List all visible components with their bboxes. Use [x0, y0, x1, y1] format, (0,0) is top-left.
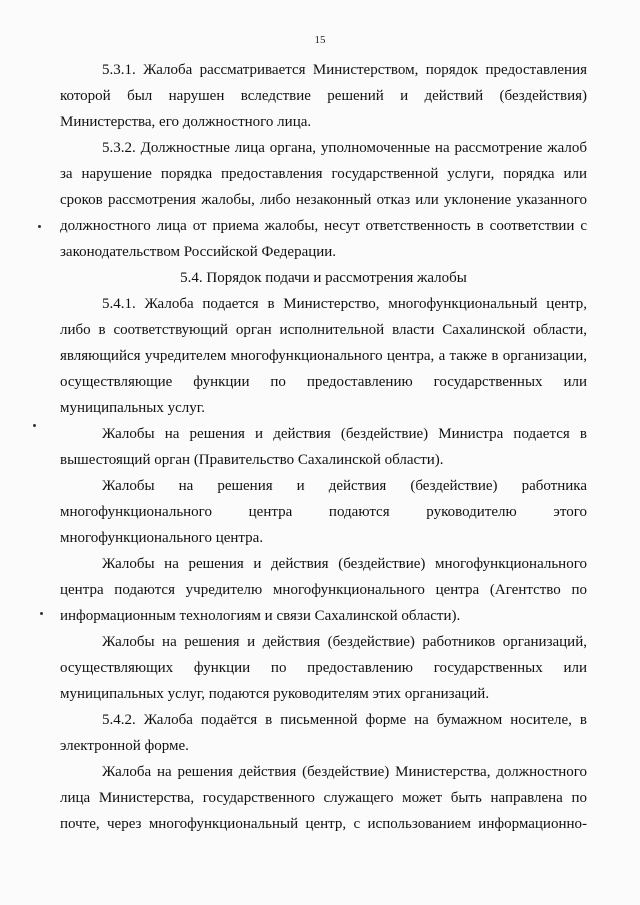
text-line: Жалоба на решения действия (бездействие) Министерства, должностного [102, 764, 587, 780]
scan-speck [38, 225, 41, 228]
text-line: Жалобы на решения и действия (бездействие) работников организаций, [102, 634, 587, 650]
text-line: центра подаются учредителю многофункционального центра (Агентство по [60, 582, 587, 598]
text-line: должностного лица от приема жалобы, несут ответственность в соответствии с [60, 218, 587, 234]
page-number: 15 [314, 34, 326, 46]
text-line: муниципальных услуг, подаются руководителям этих организаций. [60, 686, 490, 702]
text-line: сроков рассмотрения жалобы, либо незаконный отказ или уклонение указанного [60, 192, 587, 208]
text-line: которой был нарушен вследствие решений и действий (бездействия) [60, 88, 587, 104]
scan-speck [40, 612, 43, 615]
text-line: осуществляющих функции по предоставлению государственных или [60, 660, 587, 676]
text-line: муниципальных услуг. [60, 400, 205, 416]
text-line: Жалобы на решения и действия (бездействие) работника [102, 478, 587, 494]
text-line: Жалобы на решения и действия (бездействие) многофункционального [102, 556, 587, 572]
scan-speck [33, 424, 36, 427]
text-line: законодательством Российской Федерации. [60, 244, 337, 260]
text-line: многофункционального центра. [60, 530, 264, 546]
text-line: 5.3.2. Должностные лица органа, уполномоченные на рассмотрение жалоб [102, 140, 587, 156]
text-line: электронной форме. [60, 738, 189, 754]
text-line: осуществляющие функции по предоставлению государственных или [60, 374, 587, 390]
text-line: вышестоящий орган (Правительство Сахалинской области). [60, 452, 444, 468]
text-line: почте, через многофункциональный центр, с использованием информационно- [60, 816, 587, 832]
text-line: 5.3.1. Жалоба рассматривается Министерством, порядок предоставления [102, 62, 587, 78]
text-line: являющийся учредителем многофункционального центра, а также в организации, [60, 348, 587, 364]
section-heading: 5.4. Порядок подачи и рассмотрения жалобы [180, 270, 467, 286]
text-line: информационным технологиям и связи Сахалинской области). [60, 608, 461, 624]
text-line: Жалобы на решения и действия (бездействие) Министра подается в [102, 426, 587, 442]
text-line: 5.4.1. Жалоба подается в Министерство, многофункциональный центр, [102, 296, 587, 312]
text-line: многофункционального центра подаются руководителю этого [60, 504, 587, 520]
text-line: Министерства, его должностного лица. [60, 114, 312, 130]
text-line: лица Министерства, государственного служащего может быть направлена по [60, 790, 587, 806]
text-line: за нарушение порядка предоставления государственной услуги, порядка или [60, 166, 587, 182]
text-line: либо в соответствующий орган исполнительной власти Сахалинской области, [60, 322, 587, 338]
text-line: 5.4.2. Жалоба подаётся в письменной форме на бумажном носителе, в [102, 712, 587, 728]
